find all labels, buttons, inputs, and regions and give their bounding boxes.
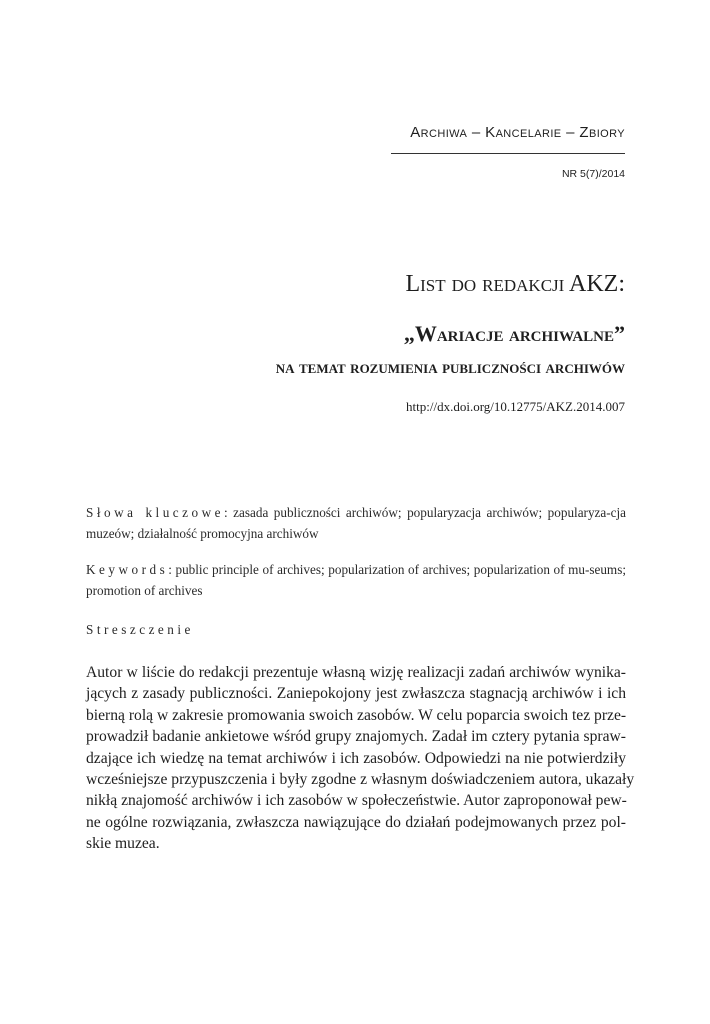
abstract-line: Autor w liście do redakcji prezentuje własną wizję realizacji zadań archiwów wynika- bbox=[86, 664, 626, 681]
keywords-polish-label: Słowa kluczowe bbox=[86, 505, 224, 520]
section-heading: List do redakcji AKZ: bbox=[405, 271, 625, 297]
abstract-text bbox=[86, 662, 635, 855]
abstract-line: bierną rolą w zakresie promowania swoich zasobów. W celu poparcia swoich tez prze- bbox=[86, 706, 627, 724]
keywords-english-label: Keywords bbox=[86, 562, 169, 577]
abstract-line: dzające ich wiedzę na temat archiwów i ich zasobów. Odpowiedzi na nie potwierdziły bbox=[86, 749, 626, 767]
doi-link[interactable]: http://dx.doi.org/10.12775/AKZ.2014.007 bbox=[406, 399, 625, 414]
keywords-polish bbox=[86, 502, 626, 544]
abstract-line: skie muzea. bbox=[86, 835, 160, 853]
abstract-line: nikłą znajomość archiwów i ich zasobów w społeczeństwie. Autor zaproponował pew- bbox=[86, 792, 627, 810]
abstract-line: wcześniejsze przypuszczenia i były zgodne z własnym doświadczeniem autora, ukazały bbox=[86, 770, 635, 788]
issue-number: NR 5(7)/2014 bbox=[561, 168, 625, 180]
abstract-line: jących z zasady publiczności. Zaniepokojony jest zwłaszcza stagnacją archiwów i ich bbox=[86, 685, 626, 703]
keywords-english-text: : public principle of archives; popularization of archives; popularization of mu-seums; promotion of archives bbox=[86, 562, 626, 598]
header-rule bbox=[391, 153, 625, 154]
abstract-label: Streszczenie bbox=[86, 622, 194, 637]
article-subtitle: na temat rozumienia publiczności archiwów bbox=[275, 357, 625, 377]
abstract-line: prowadził badanie ankietowe wśród grupy znajomych. Zadał im cztery pytania spraw- bbox=[86, 728, 626, 746]
abstract-line: ne ogólne rozwiązania, zwłaszcza nawiązujące do działań podejmowanych przez pol- bbox=[86, 813, 626, 831]
keywords-english bbox=[86, 559, 626, 601]
article-title: „Wariacje archiwalne” bbox=[403, 321, 625, 346]
keywords-polish-text: : zasada publiczności archiwów; popularyzacja archiwów; popularyza-cja muzeów; działalność promocyjna archiwów bbox=[86, 505, 627, 541]
journal-title: Archiwa – Kancelarie – Zbiory bbox=[410, 124, 625, 141]
